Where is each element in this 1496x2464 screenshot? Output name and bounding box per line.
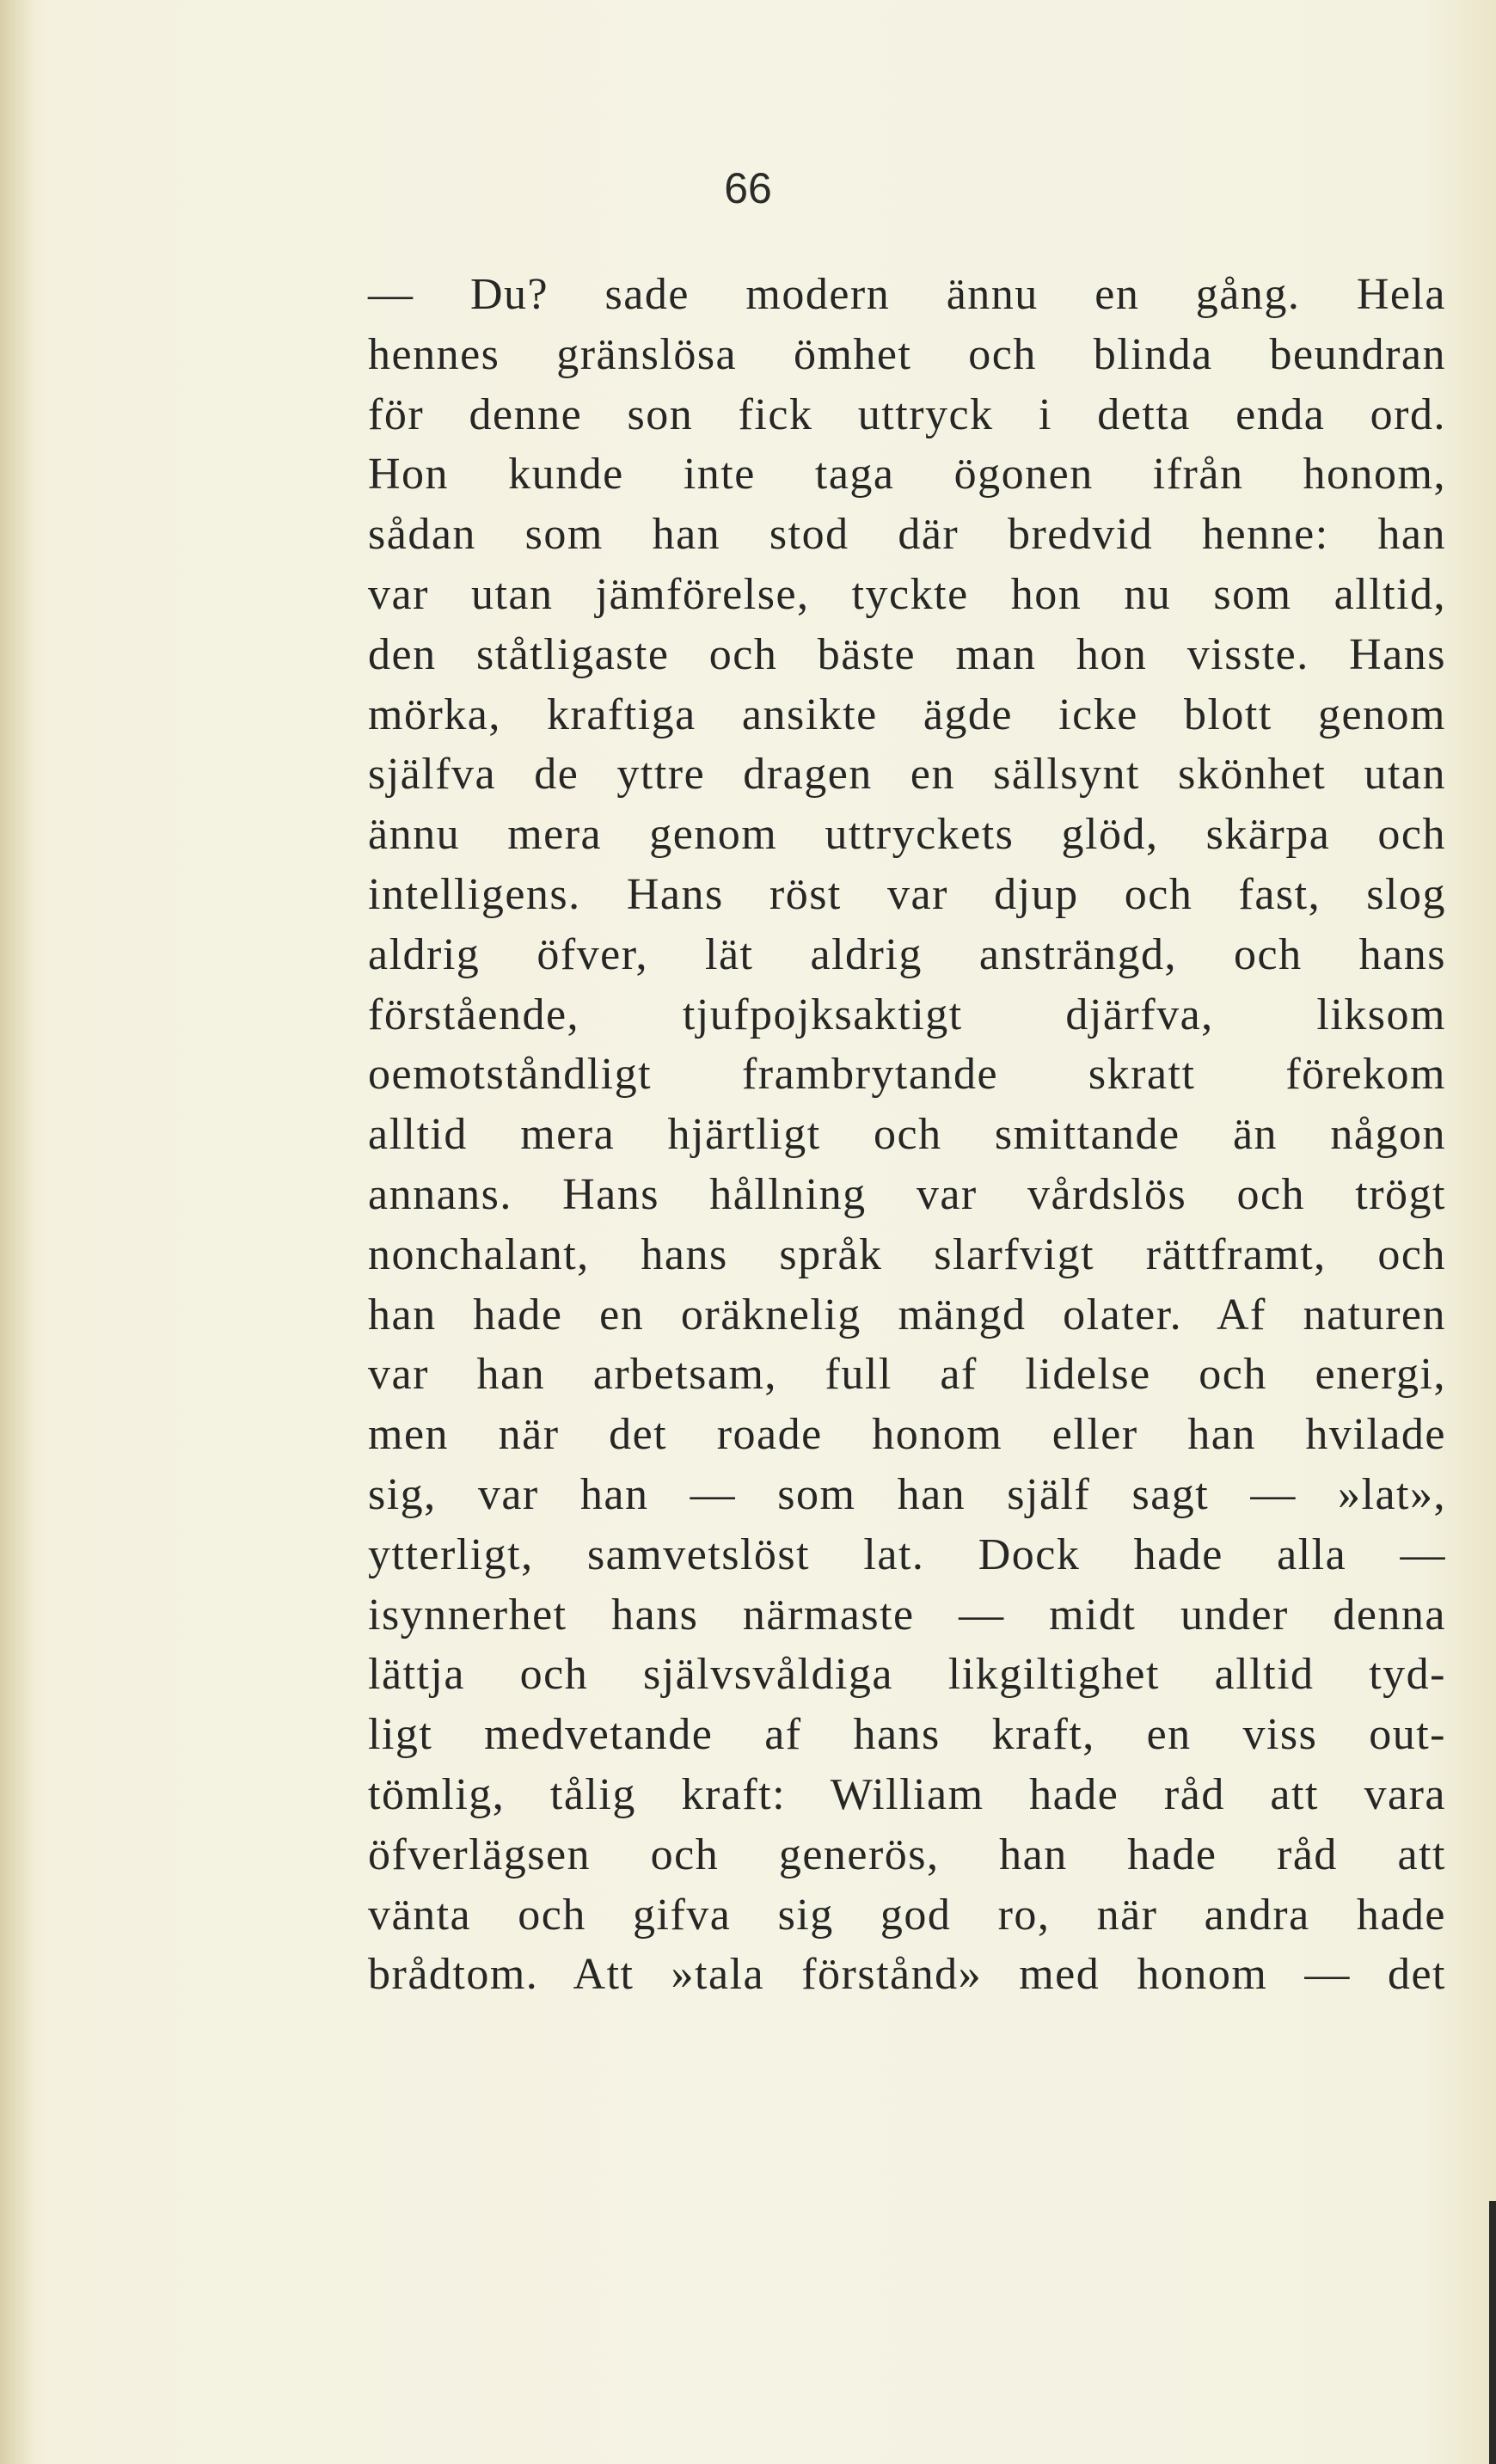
page-number: 66 [724, 164, 772, 212]
text-line: han hade en oräknelig mängd olater. Af naturen [368, 1290, 1446, 1339]
text-line: för denne son fick uttryck i detta enda ord. [368, 389, 1446, 439]
text-line: oemotståndligt frambrytande skratt förekom [368, 1050, 1446, 1100]
text-line: var utan jämförelse, tyckte hon nu som alltid, [368, 569, 1446, 619]
text-line: isynnerhet hans närmaste — midt under denna [368, 1590, 1446, 1640]
text-line: Hon kunde inte taga ögonen ifrån honom, [368, 450, 1446, 500]
text-line: aldrig öfver, lät aldrig ansträngd, och hans [368, 929, 1446, 979]
text-line: ytterligt, samvetslöst lat. Dock hade alla — [368, 1529, 1446, 1579]
text-line: ännu mera genom uttryckets glöd, skärpa och [368, 810, 1446, 860]
text-line: men när det roade honom eller han hvilade [368, 1410, 1446, 1460]
text-line: — Du? sade modern ännu en gång. Hela [368, 270, 1446, 319]
text-line: intelligens. Hans röst var djup och fast, slog [368, 869, 1446, 919]
text-line: vänta och gifva sig god ro, när andra hade [368, 1890, 1446, 1940]
text-line: nonchalant, hans språk slarfvigt rättframt, och [368, 1229, 1446, 1279]
text-line: brådtom. Att »tala förstånd» med honom — det [368, 1950, 1446, 2000]
page-edge-shadow [1489, 2201, 1496, 2464]
text-line: sådan som han stod där bredvid henne: han [368, 510, 1446, 560]
text-line: hennes gränslösa ömhet och blinda beundran [368, 329, 1446, 379]
text-line: ligt medvetande af hans kraft, en viss out- [368, 1710, 1446, 1760]
text-line: förstående, tjufpojksaktigt djärfva, liksom [368, 990, 1446, 1039]
text-line: lättja och självsvåldiga likgiltighet alltid tyd- [368, 1650, 1446, 1700]
text-line: sig, var han — som han själf sagt — »lat», [368, 1469, 1446, 1519]
text-line: var han arbetsam, full af lidelse och energi, [368, 1350, 1446, 1400]
text-line: mörka, kraftiga ansikte ägde icke blott genom [368, 690, 1446, 739]
text-line: öfverlägsen och generös, han hade råd att [368, 1830, 1446, 1879]
body-text [368, 265, 1446, 2005]
text-line: tömlig, tålig kraft: William hade råd att vara [368, 1769, 1446, 1819]
text-line: annans. Hans hållning var vårdslös och trögt [368, 1169, 1446, 1219]
text-line: själfva de yttre dragen en sällsynt skönhet utan [368, 750, 1446, 800]
text-line: alltid mera hjärtligt och smittande än någon [368, 1110, 1446, 1160]
text-line: den ståtligaste och bäste man hon visste. Hans [368, 629, 1446, 679]
page-spine-shadow [0, 0, 34, 2464]
